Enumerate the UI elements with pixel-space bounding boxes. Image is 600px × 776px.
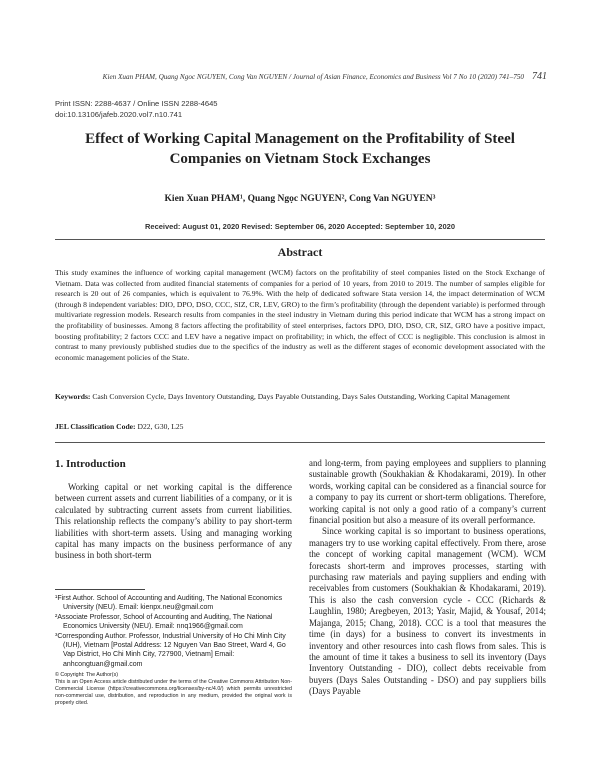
submission-dates: Received: August 01, 2020 Revised: September 06, 2020 Accepted: September 10, 2020 — [144, 222, 455, 231]
jel-text: D22, G30, L25 — [135, 422, 184, 431]
jel-label: JEL Classification Code: — [55, 422, 136, 431]
divider — [55, 239, 545, 240]
intro-right-column — [309, 458, 546, 698]
footnote: ²Associate Professor, School of Accounting and Auditing, The National Economics University (NEU). Email: nnq1966@gmail.com — [55, 613, 273, 631]
paragraph: and long-term, from paying employees and suppliers to planning sustainable growth (Soukhakian & Khodakarami, 2019). In other words, working capital can be considered as a financial source for a company to pay its current or short-term obligations. Therefore, working capital is not only a good ratio of a company’s current financial position but also a measure of its overall performance. — [309, 458, 546, 526]
title-line-2: Companies on Vietnam Stock Exchanges — [169, 151, 431, 167]
section-heading-introduction: 1. Introduction — [55, 458, 126, 470]
intro-left-column — [55, 482, 292, 562]
footnotes — [55, 589, 292, 669]
keywords-text: Cash Conversion Cycle, Days Inventory Outstanding, Days Payable Outstanding, Days Sales Outstanding, Working Capital Management — [90, 392, 511, 401]
doi-line[interactable]: doi:10.13106/jafeb.2020.vol7.n10.741 — [55, 110, 183, 119]
paragraph: Since working capital is so important to business operations, managers try to use working capital effectively. From there, arose the concept of working capital management (WCM). WCM forecasts short-term and improves processes, starting with purchasing raw materials and paying suppliers and ending with receivables from customers (Soukhakian & Khodakarami, 2019). This is also the cash conversion cycle - CCC (Richards & Laughlin, 1980; Aregbeyen, 2013; Yasir, Majid, & Yousaf, 2014; Majanga, 2015; Chang, 2018). CCC is a tool that measures the time (in days) for a business to convert its investments in inventory and other resources into cash flows from sales. This is the amount of time it takes a business to sell its inventory (Days Inventory Outstanding - DIO), collect debts receivable from buyers (Days Sales Outstanding - DSO) and pay suppliers bills (Days Payable — [309, 526, 546, 697]
divider — [55, 442, 545, 443]
running-header — [60, 71, 547, 82]
keywords — [55, 392, 545, 403]
license-text: This is an Open Access article distributed under the terms of the Creative Commons Attribution Non-Commercial License (https://creativecommons.org/licenses/by-nc/4.0/) which permits unrestricted non-commercial use, distribution, and reproduction in any medium, provided the original work is properly cited. — [55, 679, 292, 706]
page-number: 741 — [532, 71, 547, 82]
issn-block — [55, 98, 218, 120]
jel-codes — [55, 422, 545, 431]
abstract-heading: Abstract — [277, 245, 323, 259]
abstract-text: This study examines the influence of working capital management (WCM) factors on the profitability of steel companies listed on the Stock Exchange of Vietnam. Data was collected from audited financial statements of companies for a period of 10 years, from 2010 to 2019. The number of samples eligible for research is 20 out of 26 companies, which is equivalent to 76.9%. With the help of dedicated software Stata version 14, the impact determination of WCM (through 8 independent variables: DIO, DPO, DSO, CCC, SIZ, CR, LEV, GRO) to the firm’s profitability (through the dependent variable) is performed through multivariate regression models. Research results from companies in the steel industry in Vietnam during this period indicate that WCM has a strong impact on the profitability of businesses. Among 8 factors affecting the profitability of steel enterprises, factors DPO, DIO, DSO, CR, SIZ, GRO have a positive impact, boosting profitability; 2 factors CCC and LEV have a negative impact on profitability; in which, the effect of CCC is negligible. This conclusion is almost in contrast to many previously published studies due to the specifics of the industry as well as the different stages of economic development associated with the economic management policies of the State. — [55, 268, 545, 362]
running-header-text: Kien Xuan PHAM, Quang Ngoc NGUYEN, Cong Van NGUYEN / Journal of Asian Finance, Economics and Business Vol 7 No 10 (2020) 741–750 — [102, 73, 524, 81]
paper-title — [40, 129, 560, 169]
keywords-label: Keywords: — [55, 392, 91, 401]
footnote-separator — [55, 589, 145, 590]
footnote: ¹First Author. School of Accounting and Auditing, The National Economics University (NEU). Email: kienpx.neu@gmail.com — [55, 595, 283, 612]
title-line-1: Effect of Working Capital Management on the Profitability of Steel — [85, 131, 515, 147]
footnote: ³Corresponding Author. Professor, Industrial University of Ho Chi Minh City (IUH), Vietnam [Postal Address: 12 Nguyen Van Bao Street, Ward 4, Go Vap District, Ho Chi Minh City, 727900, Vietnam] Email: anhcongtuan@gmail.com — [55, 632, 286, 668]
authors: Kien Xuan PHAM¹, Quang Ngọc NGUYEN², Cong Van NGUYEN³ — [164, 194, 436, 204]
paragraph: Working capital or net working capital is the difference between current assets and current liabilities of a company, or it is calculated by subtracting current assets from current liabilities. This relationship reflects the company’s ability to pay short-term liabilities with short-term assets. Using and managing working capital has many impacts on the business performance of any business in both short-term — [55, 482, 292, 561]
issn-line: Print ISSN: 2288-4637 / Online ISSN 2288-4645 — [55, 99, 218, 108]
copyright-line: © Copyright: The Author(s) — [55, 672, 118, 678]
copyright-notice — [55, 672, 292, 707]
